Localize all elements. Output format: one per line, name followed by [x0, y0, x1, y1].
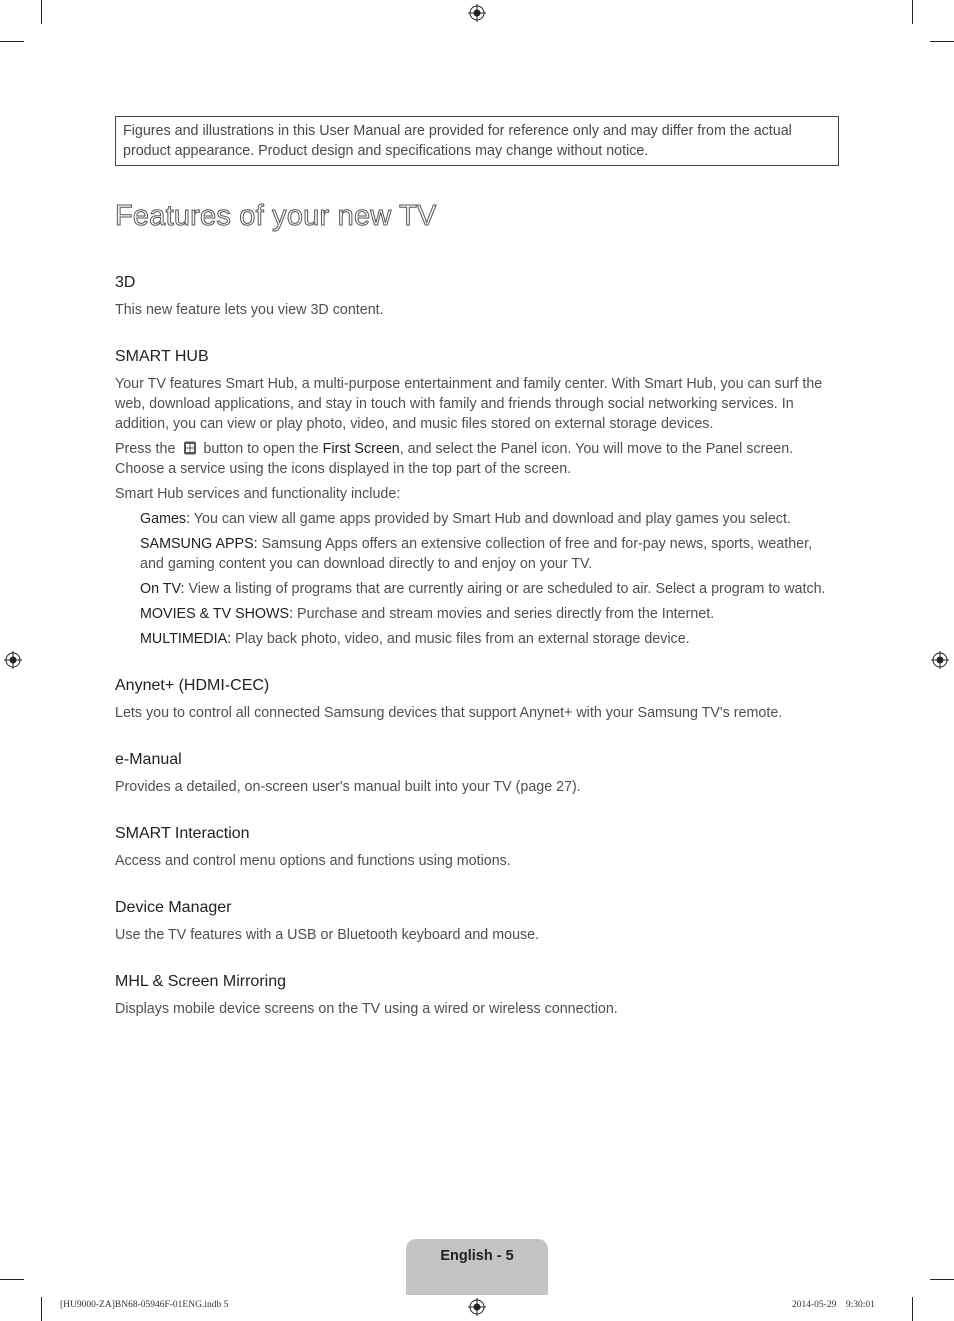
section-text: Provides a detailed, on-screen user's manual built into your TV (page 27).	[115, 779, 581, 795]
section-text: Lets you to control all connected Samsung devices that support Anynet+ with your Samsung TV's remote.	[115, 705, 783, 721]
service-list	[140, 509, 835, 649]
section-text: Use the TV features with a USB or Bluetooth keyboard and mouse.	[115, 927, 540, 943]
item-text: You can view all game apps provided by Smart Hub and download and play games you select.	[190, 511, 791, 527]
features-content	[115, 272, 835, 1045]
disclaimer-notice: Figures and illustrations in this User Manual are provided for reference only and may differ from the actual product appearance. Product design and specifications may change without notice.	[115, 116, 839, 166]
list-item	[140, 629, 835, 649]
section-text: This new feature lets you view 3D content.	[115, 302, 384, 318]
list-item	[140, 604, 835, 624]
crop-mark	[912, 0, 913, 24]
page-number-badge: English - 5	[406, 1239, 548, 1295]
term-first-screen: First Screen	[322, 441, 400, 457]
print-slug-right: 2014-05-29 9:30:01	[792, 1300, 875, 1310]
section-title: SMART HUB	[115, 348, 209, 365]
text-fragment: Press the	[115, 441, 176, 457]
crop-mark	[0, 1279, 24, 1280]
list-item	[140, 509, 835, 529]
crop-mark	[930, 41, 954, 42]
smart-hub-button-icon	[183, 441, 197, 455]
section-text: Access and control menu options and functions using motions.	[115, 853, 511, 869]
section-title: 3D	[115, 274, 136, 291]
section-title: Anynet+ (HDMI-CEC)	[115, 677, 270, 694]
item-term: MULTIMEDIA:	[140, 631, 232, 647]
item-text: View a listing of programs that are currently airing or are scheduled to air. Select a program to watch.	[184, 581, 826, 597]
registration-mark-icon	[468, 1298, 486, 1316]
print-slug-left: [HU9000-ZA]BN68-05946F-01ENG.indb 5	[60, 1300, 229, 1310]
crop-mark	[930, 1279, 954, 1280]
text-fragment: , and select the Panel icon. You will move to the Panel screen. Choose a service using the icons displayed in the top part of the screen.	[115, 441, 794, 477]
registration-mark-icon	[931, 651, 949, 669]
section-text: Displays mobile device screens on the TV using a wired or wireless connection.	[115, 1001, 618, 1017]
crop-mark	[0, 41, 24, 42]
item-text: Purchase and stream movies and series directly from the Internet.	[293, 606, 715, 622]
crop-mark	[912, 1297, 913, 1321]
section-smart-interaction	[115, 823, 835, 871]
registration-mark-icon	[4, 651, 22, 669]
item-text: Play back photo, video, and music files from an external storage device.	[231, 631, 690, 647]
section-title: MHL & Screen Mirroring	[115, 973, 287, 990]
list-item	[140, 579, 835, 599]
registration-mark-icon	[468, 4, 486, 22]
section-title: Device Manager	[115, 899, 232, 916]
section-smart-hub	[115, 346, 835, 649]
item-text: Samsung Apps offers an extensive collection of free and for-pay news, sports, weather, and gaming content you can download directly to and enjoy on your TV.	[140, 536, 813, 572]
text-fragment: button to open the	[203, 441, 323, 457]
section-3d	[115, 272, 835, 320]
item-term: On TV:	[140, 581, 185, 597]
section-text: Your TV features Smart Hub, a multi-purpose entertainment and family center. With Smart Hub, you can surf the web, download applications, and stay in touch with family and friends through social networking services. In addition, you can view or play photo, video, and music files stored on external storage devices.	[115, 376, 823, 432]
item-term: SAMSUNG APPS:	[140, 536, 258, 552]
crop-mark	[41, 1297, 42, 1321]
section-text	[115, 439, 835, 479]
section-mhl	[115, 971, 835, 1019]
section-title: e-Manual	[115, 751, 182, 768]
item-term: Games:	[140, 511, 191, 527]
section-title: SMART Interaction	[115, 825, 250, 842]
section-anynet	[115, 675, 835, 723]
page-title: Features of your new TV	[115, 200, 437, 232]
section-text: Smart Hub services and functionality include:	[115, 486, 401, 502]
list-item	[140, 534, 835, 574]
section-e-manual	[115, 749, 835, 797]
item-term: MOVIES & TV SHOWS:	[140, 606, 294, 622]
section-device-manager	[115, 897, 835, 945]
crop-mark	[41, 0, 42, 24]
